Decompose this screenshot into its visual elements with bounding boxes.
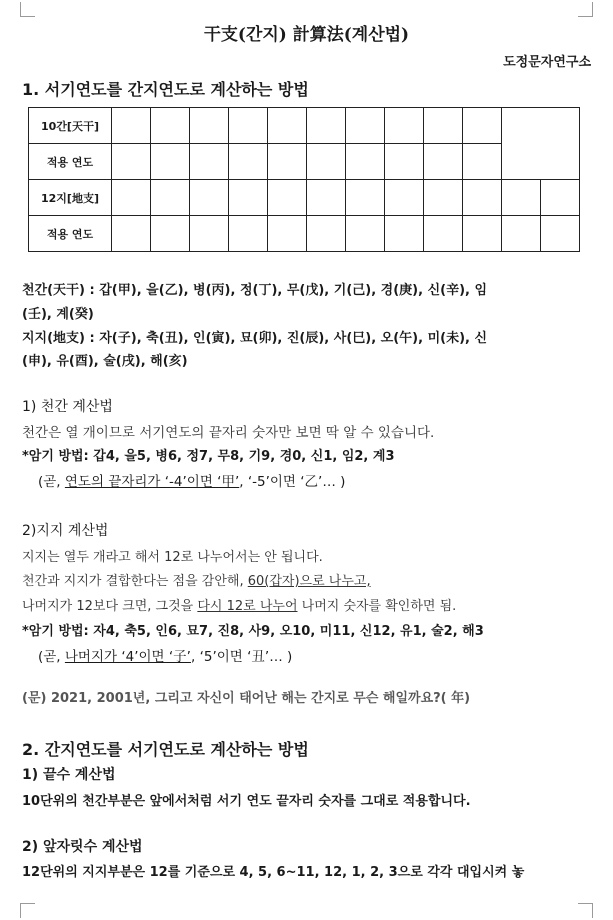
jiji-list-line2: (申), 유(酉), 술(戌), 해(亥) bbox=[22, 354, 188, 369]
document-title: 干支(간지) 計算法(계산법) bbox=[203, 25, 410, 45]
table-cell bbox=[346, 216, 385, 252]
table-row-label: 적용 연도 bbox=[29, 144, 112, 180]
cheongan-method-heading: 1) 천간 계산법 bbox=[22, 399, 113, 415]
table-cell bbox=[229, 108, 268, 144]
jiji-method-text1: 지지는 열두 개라고 해서 12로 나누어서는 안 됩니다. bbox=[22, 550, 323, 565]
table-cell bbox=[151, 108, 190, 144]
table-row bbox=[29, 108, 580, 144]
question-text: (문) 2021, 2001년, 그리고 자신이 태어난 해는 간지로 무슨 해일까요?( 年) bbox=[22, 691, 471, 706]
section1-heading: 1. 서기연도를 간지연도로 계산하는 방법 bbox=[22, 80, 309, 99]
table-cell bbox=[502, 216, 541, 252]
jiji-memo: *암기 방법: 자4, 축5, 인6, 묘7, 진8, 사9, 오10, 미11, 신12, 유1, 술2, 해3 bbox=[22, 624, 484, 639]
table-cell bbox=[151, 216, 190, 252]
table-cell bbox=[268, 180, 307, 216]
section2-sub1-heading: 1) 끝수 계산법 bbox=[22, 767, 116, 783]
table-row-label: 10간[天干] bbox=[29, 108, 112, 144]
table-row-label: 12지[地支] bbox=[29, 180, 112, 216]
table-cell bbox=[112, 144, 151, 180]
cheongan-example: (곧, 연도의 끝자리가 ‘-4’이면 ‘甲’, ‘-5’이면 ‘乙’… ) bbox=[38, 474, 346, 490]
table-row bbox=[29, 144, 580, 180]
cheongan-method-text: 천간은 열 개이므로 서기연도의 끝자리 숫자만 보면 딱 알 수 있습니다. bbox=[22, 425, 435, 441]
table-cell bbox=[151, 180, 190, 216]
table-cell bbox=[112, 216, 151, 252]
table-row bbox=[29, 180, 580, 216]
table-cell bbox=[463, 180, 502, 216]
cheongan-list-line1: 천간(天干) : 갑(甲), 을(乙), 병(丙), 정(丁), 무(戊), 기(己), 경(庚), 신(辛), 임 bbox=[22, 283, 488, 298]
section2-heading: 2. 간지연도를 서기연도로 계산하는 방법 bbox=[22, 740, 309, 759]
table-cell bbox=[190, 216, 229, 252]
table-cell bbox=[424, 144, 463, 180]
table-cell bbox=[424, 108, 463, 144]
table-row bbox=[29, 216, 580, 252]
cheongan-memo: *암기 방법: 갑4, 을5, 병6, 정7, 무8, 기9, 경0, 신1, 임2, 계3 bbox=[22, 449, 395, 464]
section2-sub1-text: 10단위의 천간부분은 앞에서처럼 서기 연도 끝자리 숫자를 그대로 적용합니다. bbox=[22, 794, 471, 809]
table-cell bbox=[229, 180, 268, 216]
table-cell bbox=[385, 216, 424, 252]
table-cell bbox=[307, 180, 346, 216]
jiji-method-text3: 나머지가 12보다 크면, 그것을 다시 12로 나누어 나머지 숫자를 확인하면 됨. bbox=[22, 599, 457, 614]
table-cell bbox=[541, 180, 580, 216]
table-cell bbox=[307, 216, 346, 252]
table-cell bbox=[229, 216, 268, 252]
table-cell bbox=[151, 144, 190, 180]
table-cell bbox=[112, 108, 151, 144]
table-cell bbox=[424, 216, 463, 252]
table-cell bbox=[307, 144, 346, 180]
table-cell bbox=[268, 216, 307, 252]
jiji-example: (곧, 나머지가 ‘4’이면 ‘子’, ‘5’이면 ‘丑’… ) bbox=[38, 649, 293, 665]
table-cell bbox=[463, 108, 502, 144]
jiji-method-heading: 2)지지 계산법 bbox=[22, 523, 109, 539]
table-cell bbox=[463, 144, 502, 180]
table-cell bbox=[385, 144, 424, 180]
corner-mark-bottom-right bbox=[578, 903, 593, 918]
organization-name: 도정문자연구소 bbox=[503, 55, 591, 70]
table-cell bbox=[346, 180, 385, 216]
table-cell bbox=[190, 144, 229, 180]
table-merged-cell bbox=[502, 108, 580, 180]
table-cell bbox=[463, 216, 502, 252]
table-cell bbox=[268, 108, 307, 144]
table-cell bbox=[385, 108, 424, 144]
corner-mark-top-left bbox=[20, 2, 35, 17]
jiji-list-line1: 지지(地支) : 자(子), 축(丑), 인(寅), 묘(卯), 진(辰), 사(巳), 오(午), 미(未), 신 bbox=[22, 331, 488, 346]
table-cell bbox=[424, 180, 463, 216]
corner-mark-bottom-left bbox=[20, 903, 35, 918]
table-cell bbox=[229, 144, 268, 180]
table-cell bbox=[541, 216, 580, 252]
corner-mark-top-right bbox=[578, 2, 593, 17]
cheongan-list-line2: (壬), 계(癸) bbox=[22, 307, 94, 322]
table-cell bbox=[268, 144, 307, 180]
table-cell bbox=[190, 180, 229, 216]
ganji-table bbox=[28, 107, 580, 252]
table-cell bbox=[346, 144, 385, 180]
table-cell bbox=[502, 180, 541, 216]
table-cell bbox=[112, 180, 151, 216]
table-cell bbox=[190, 108, 229, 144]
section2-sub2-heading: 2) 앞자릿수 계산법 bbox=[22, 839, 143, 855]
section2-sub2-text: 12단위의 지지부분은 12를 기준으로 4, 5, 6~11, 12, 1, 2, 3으로 각각 대입시켜 놓 bbox=[22, 865, 525, 880]
jiji-method-text2: 천간과 지지가 결합한다는 점을 감안해, 60(갑자)으로 나누고, bbox=[22, 574, 371, 589]
table-row-label: 적용 연도 bbox=[29, 216, 112, 252]
table-cell bbox=[346, 108, 385, 144]
table-cell bbox=[307, 108, 346, 144]
table-cell bbox=[385, 180, 424, 216]
